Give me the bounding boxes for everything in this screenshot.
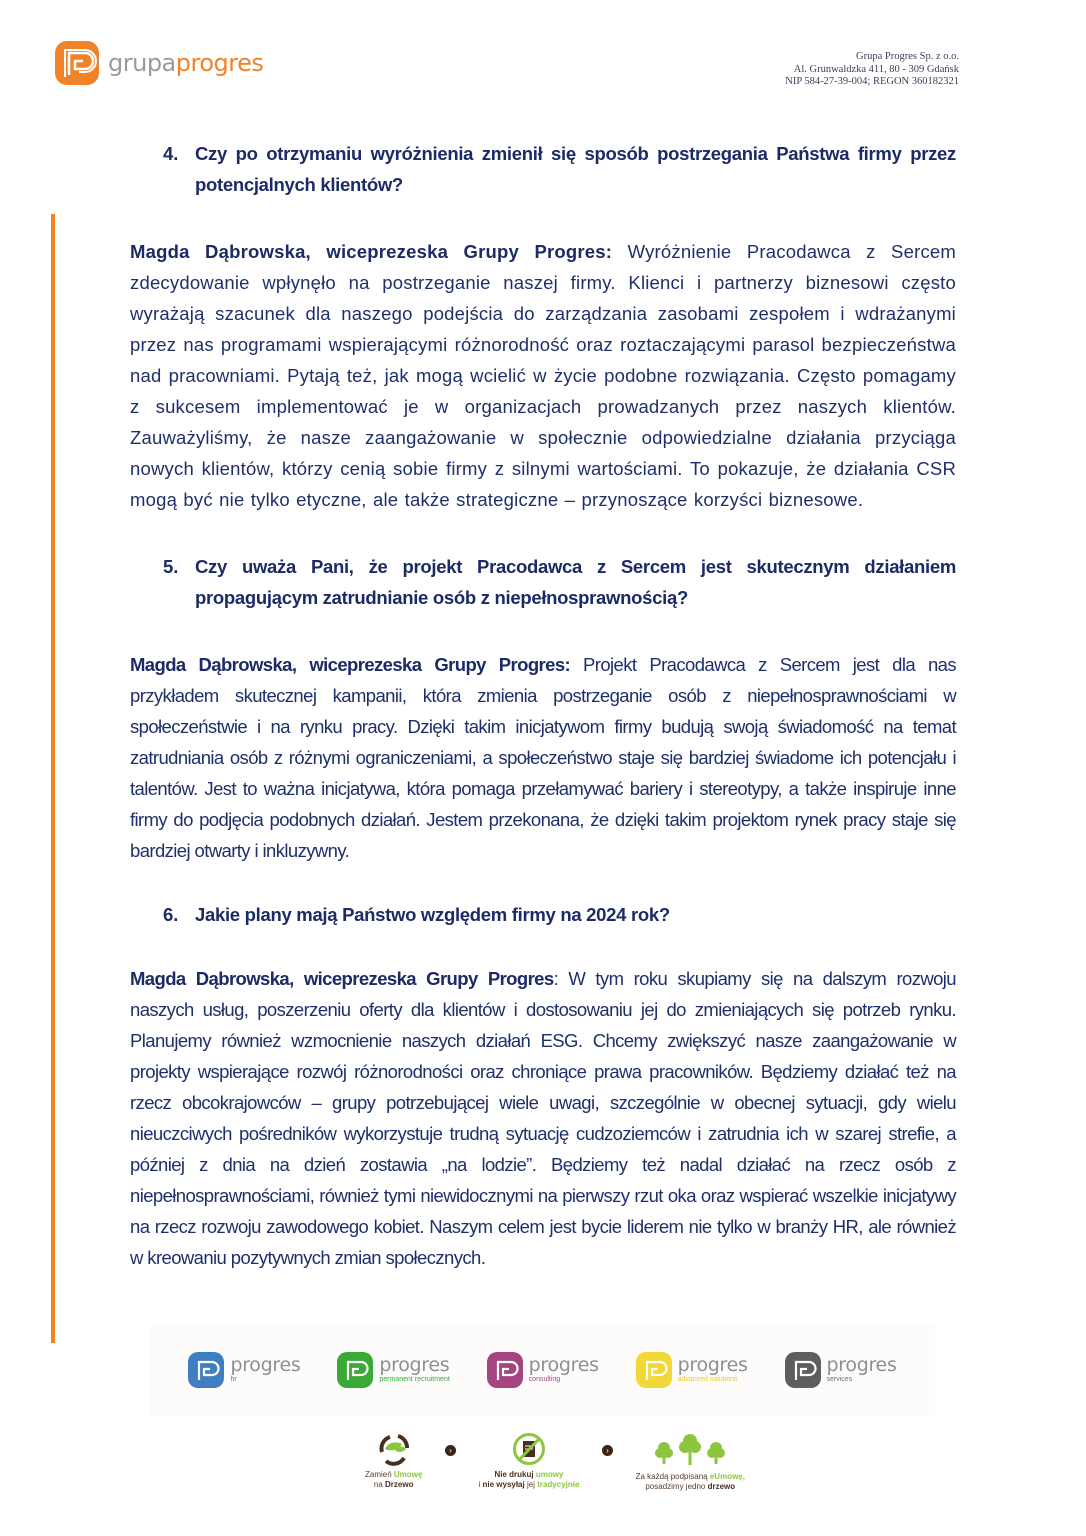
answer-5 [130, 649, 956, 866]
brand-name: progres [528, 1354, 599, 1376]
brand-sub: advanced solutions [677, 1376, 738, 1383]
logo-prefix: grupa [108, 49, 176, 77]
brand-progres-consulting [487, 1352, 599, 1388]
company-address: Al. Grunwaldzka 411, 80 - 309 Gdańsk [793, 63, 959, 75]
brand-progres-advanced-solutions [636, 1352, 748, 1388]
arrow-right-icon: › [602, 1445, 613, 1456]
interview-content [130, 138, 956, 1273]
question-6 [130, 899, 956, 930]
speaker-label: Magda Dąbrowska, wiceprezeska Grupy Progres [130, 968, 554, 989]
answer-text: : W tym roku skupiamy się na dalszym rozwoju naszych usług, poszerzeniu oferty dla klientów i dostosowaniu jej do zmieniających się potrzeb rynku. Planujemy również wzmocnienie naszych działań ESG. Chcemy zwiększyć nasze zaangażowanie w projekty wspierające rozwój różnorodności oraz chroniące prawa pracowników. Będziemy działać też na rzecz obcokrajowców – grupy potrzebującej wiele uwagi, szczególnie w obecnej sytuacji, gdy wielu nieuczciwych pośredników wykorzystuje trudną sytuację cudzoziemców i zatrudnia ich w szarej strefie, a później z dnia na dzień zostawia „na lodzie”. Będziemy też nadal działać na rzecz osób z niepełnosprawnościami, również tymi niewidocznymi na pierwszy rzut oka oraz wspierać wszelkie inicjatywy na rzecz rozwoju zawodowego kobiet. Naszym celem jest bycie liderem nie tylko w branży HR, ale również w kreowaniu pozytywnych zmian społecznych. [130, 968, 956, 1268]
brand-sub: hr [230, 1376, 237, 1383]
brand-name: progres [677, 1354, 748, 1376]
progres-recruitment-logo-icon [337, 1352, 373, 1388]
logo-wordmark [108, 51, 263, 75]
brand-sub: consulting [528, 1376, 561, 1383]
question-number: 4. [163, 143, 179, 164]
eco-step-2 [478, 1432, 579, 1490]
answer-text: Wyróżnienie Pracodawca z Sercem zdecydowanie wpłynęło na postrzeganie naszej firmy. Klienci i partnerzy biznesowi często wyrażają szacunek dla naszego podejścia do zarządzania zasobami zespołem i wdrażanymi przez nas programami wspierającymi różnorodność oraz roztaczającymi parasol bezpieczeństwa nad pracowniami. Pytają też, jak mogą wcielić w życie podobne rozwiązania. Często pomagamy z sukcesem implementować je w organizacjach prowadzanych przez naszych klientów. Zauważyliśmy, że nasze zaangażowanie w społecznie odpowiedzialne działania przyciąga nowych klientów, którzy cenią sobie firmy z silnymi wartościami. To pokazuje, że działania CSR mogą być nie tylko etyczne, ale także strategiczne – przynoszące korzyści biznesowe. [130, 241, 956, 510]
recycle-leaf-icon [376, 1432, 412, 1466]
eco-contract-banner [365, 1432, 745, 1502]
question-4 [130, 138, 956, 200]
brand-sub: permanent recruitment [379, 1376, 450, 1383]
question-5 [130, 551, 956, 613]
progres-hr-logo-icon [188, 1352, 224, 1388]
answer-4 [130, 236, 956, 515]
trees-icon [650, 1432, 730, 1468]
question-number: 5. [163, 556, 179, 577]
eco-step-3-caption: Za każdą podpisaną eUmowę, posadzimy jedno drzewo [635, 1472, 745, 1491]
company-name: Grupa Progres Sp. z o.o. [856, 51, 959, 62]
eco-step-3 [636, 1432, 745, 1492]
brand-name: progres [230, 1354, 301, 1376]
brand-logos [150, 1322, 935, 1417]
brand-progres-permanent-recruitment [337, 1352, 449, 1388]
progres-services-logo-icon [785, 1352, 821, 1388]
company-ids: NIP 584-27-39-004; REGON 360182321 [785, 76, 959, 87]
accent-bar [51, 214, 55, 1343]
progres-advanced-logo-icon [636, 1352, 672, 1388]
question-text: Czy uważa Pani, że projekt Pracodawca z Sercem jest skutecznym działaniem propagującym zatrudnianie osób z niepełnosprawnością? [195, 556, 956, 608]
eco-step-1-caption: Zamień Umowę na Drzewo [365, 1470, 423, 1489]
question-number: 6. [163, 904, 179, 925]
company-info [785, 51, 959, 89]
logo-suffix: progres [175, 49, 264, 77]
eco-step-1 [365, 1432, 422, 1490]
brand-sub: services [826, 1376, 853, 1383]
speaker-label: Magda Dąbrowska, wiceprezeska Grupy Progres: [130, 654, 571, 675]
answer-6 [130, 963, 956, 1273]
brand-name: progres [826, 1354, 897, 1376]
question-text: Czy po otrzymaniu wyróżnienia zmienił się sposób postrzegania Państwa firmy przez potencjalnych klientów? [195, 143, 956, 195]
brand-name: progres [379, 1354, 450, 1376]
eco-step-2-caption: Nie drukuj umowy i nie wysyłaj jej tradycyjnie [478, 1470, 580, 1489]
brand-progres-services [785, 1352, 897, 1388]
progres-logo-icon [55, 41, 99, 85]
brand-progres-hr [188, 1352, 300, 1388]
speaker-label: Magda Dąbrowska, wiceprezeska Grupy Progres: [130, 241, 613, 262]
answer-text: Projekt Pracodawca z Sercem jest dla nas przykładem skutecznej kampanii, która zmienia postrzeganie osób z niepełnosprawnościami w społeczeństwie i na rynku pracy. Dzięki takim inicjatywom firmy budują swoją świadomość na temat zatrudniania osób z różnymi ograniczeniami, a społeczeństwo staje się bardziej świadome ich potencjału i talentów. Jest to ważna inicjatywa, która pomaga przełamywać bariery i stereotypy, a także inspiruje inne firmy do podjęcia podobnych działań. Jestem przekonana, że dzięki takim projektom rynek pracy staje się bardziej otwarty i inkluzywny. [130, 654, 956, 861]
grupa-progres-logo [55, 40, 263, 86]
arrow-right-icon: › [445, 1445, 456, 1456]
no-paper-icon [512, 1432, 546, 1466]
question-text: Jakie plany mają Państwo względem firmy na 2024 rok? [195, 904, 670, 925]
progres-consulting-logo-icon [487, 1352, 523, 1388]
